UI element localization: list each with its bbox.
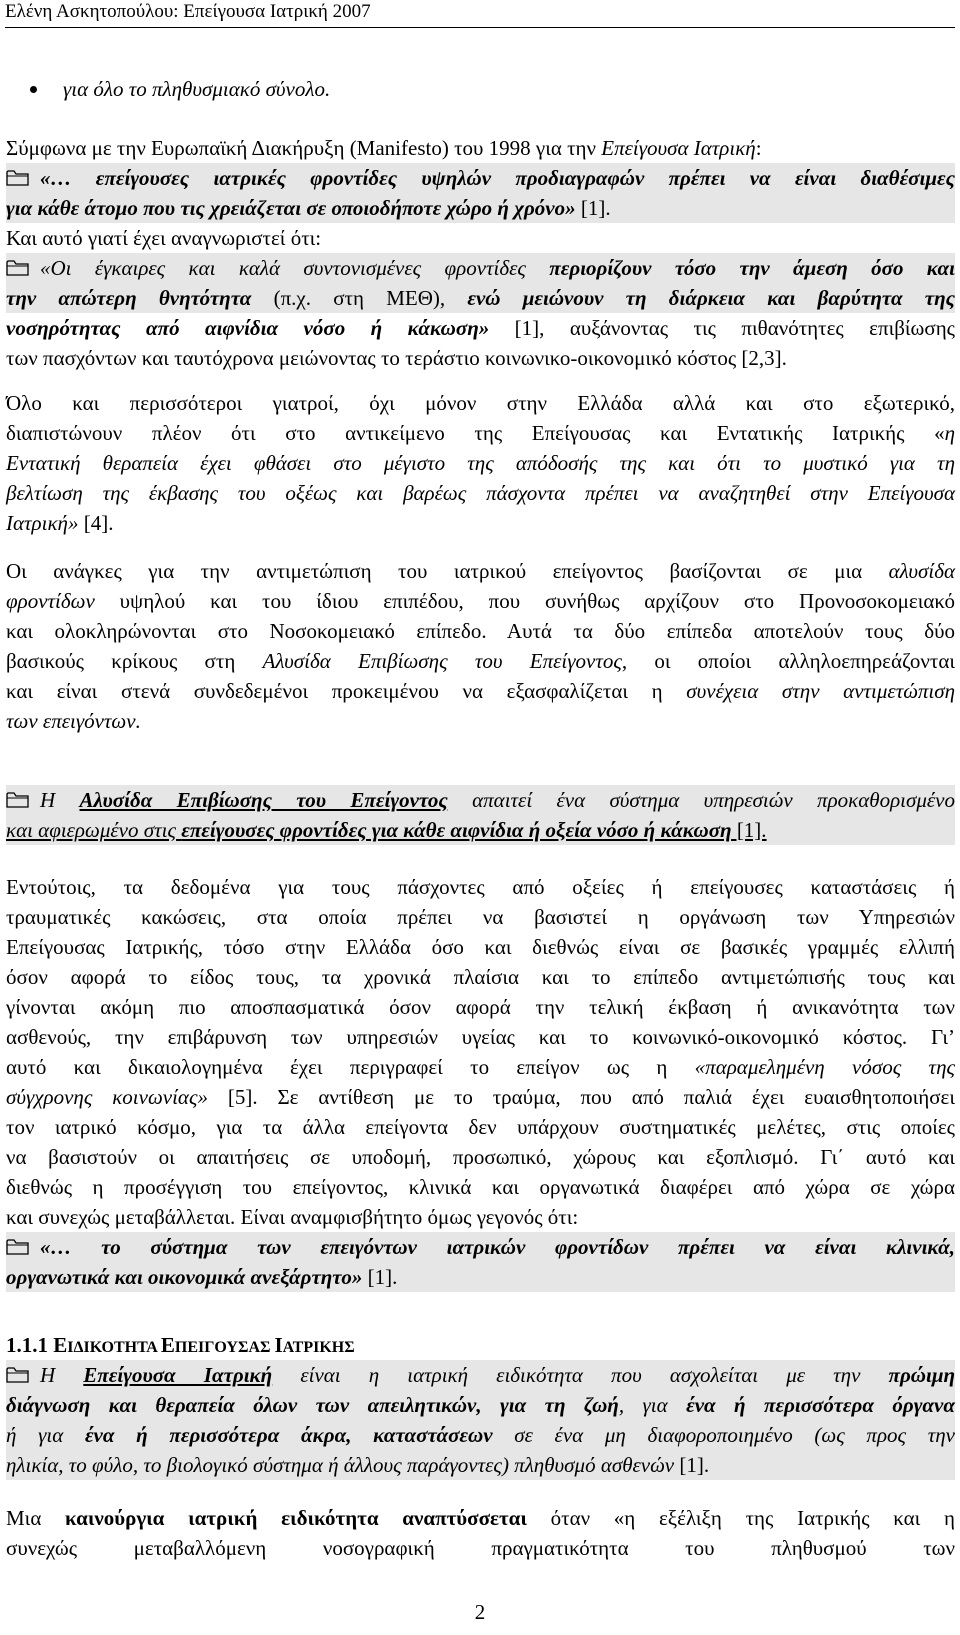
text-line: Επείγουσας Ιατρικής, τόσο στην Ελλάδα όσο και διεθνώς είναι σε βασικές γραμμές ελλιπή	[6, 935, 955, 959]
text-line: βασικούς κρίκους στη Αλυσίδα Επιβίωσης του Επείγοντος, οι οποίοι αλληλοεπηρεάζονται	[6, 649, 956, 673]
text-line: βελτίωση της έκβασης του οξέως και βαρέως πάσχοντα πρέπει να αναζητηθεί στην Επείγουσα	[6, 481, 955, 505]
definition-box	[6, 1360, 955, 1480]
text-line: Εντούτοις, τα δεδομένα για τους πάσχοντες από οξείες ή επείγουσες καταστάσεις ή	[6, 875, 955, 899]
quote-line: «Οι έγκαιρες και καλά συντονισμένες φροντίδες περιορίζουν τόσο την άμεση όσο και	[6, 253, 955, 283]
text-line: συνεχώς μεταβαλλόμενη νοσογραφική πραγματικότητα του πληθυσμού των	[6, 1536, 955, 1560]
quote-line: ηλικία, το φύλο, το βιολογικό σύστημα ή άλλους παράγοντες) πληθυσμό ασθενών [1].	[6, 1450, 955, 1480]
quote-line: Η Αλυσίδα Επιβίωσης του Επείγοντος απαιτεί ένα σύστημα υπηρεσιών προκαθορισμένο	[6, 785, 955, 815]
text-line: Όλο και περισσότεροι γιατροί, όχι μόνον στην Ελλάδα αλλά και στο εξωτερικό,	[6, 391, 955, 415]
text-line: σύγχρονης κοινωνίας» [5]. Σε αντίθεση με το τραύμα, που από παλιά έχει ευαισθητοποιήσει	[6, 1085, 955, 1109]
text-line: όσον αφορά το είδος τους, τα χρονικά πλαίσια και το επίπεδο αντιμετώπισής τους και	[6, 965, 955, 989]
page-number: 2	[474, 1600, 486, 1624]
text-line: των επειγόντων.	[6, 709, 141, 733]
quote-line: ή για ένα ή περισσότερα άκρα, καταστάσεων σε ένα μη διαφοροποιημένο (ως προς την	[6, 1420, 955, 1450]
text-line: των πασχόντων και ταυτόχρονα μειώνοντας το τεράστιο κοινωνικο-οικονομικό κόστος [2,3].	[6, 346, 787, 370]
paragraph-5	[6, 1503, 955, 1563]
quote-line: «… το σύστημα των επειγόντων ιατρικών φροντίδων πρέπει να είναι κλινικά,	[6, 1232, 955, 1262]
text-line: Μια καινούργια ιατρική ειδικότητα αναπτύσσεται όταν «η εξέλιξη της Ιατρικής και η	[6, 1506, 955, 1530]
text-line: τραυματικές κακώσεις, στα οποία πρέπει να βασιστεί η οργάνωση των Υπηρεσιών	[6, 905, 955, 929]
text-line: Ιατρική» [4].	[6, 511, 114, 535]
text-line: να βασιστούν οι απαιτήσεις σε υποδομή, προσωπικό, χώρους και εξοπλισμό. Γι΄ αυτό και	[6, 1145, 955, 1169]
text-line: Και αυτό γιατί έχει αναγνωριστεί ότι:	[6, 226, 322, 250]
quote-line: και αφιερωμένο στις επείγουσες φροντίδες για κάθε αιφνίδια ή οξεία νόσο ή κάκωση [1].	[6, 815, 955, 845]
text-line: διεθνώς η προσέγγιση του επείγοντος, κλινικά και οργανωτικά διαφέρει από χώρα σε χώρα	[6, 1175, 955, 1199]
folder-icon	[6, 791, 30, 809]
text-line: φροντίδων υψηλού και του ίδιου επιπέδου, που συνήθως αρχίζουν στο Προνοσοκομειακό	[6, 589, 955, 613]
quote-line: διάγνωση και θεραπεία όλων των απειλητικών, για τη ζωή, για ένα ή περισσότερα όργανα	[6, 1390, 955, 1420]
text-line: νοσηρότητας από αιφνίδια νόσο ή κάκωση» [1], αυξάνοντας τις πιθανότητες επιβίωσης	[6, 316, 955, 340]
paragraph-3	[6, 556, 955, 736]
highlight-box-2	[6, 1232, 955, 1292]
text-line: και είναι στενά συνδεδεμένοι προκειμένου να εξασφαλίζεται η συνέχεια στην αντιμετώπιση	[6, 679, 955, 703]
quote-line: «… επείγουσες ιατρικές φροντίδες υψηλών προδιαγραφών πρέπει να είναι διαθέσιμες	[6, 163, 955, 193]
quote-line: Η Επείγουσα Ιατρική είναι η ιατρική ειδικότητα που ασχολείται με την πρώιμη	[6, 1360, 955, 1390]
section-heading: 1.1.1 ΕΙΔΙΚΟΤΗΤΑ ΕΠΕΙΓΟΥΣΑΣ ΙΑΤΡΙΚΗΣ	[6, 1333, 355, 1357]
folder-icon	[6, 1366, 30, 1384]
text-line: και συνεχώς μεταβάλλεται. Είναι αναμφισβήτητο όμως γεγονός ότι:	[6, 1205, 579, 1229]
highlight-box-1	[6, 785, 955, 845]
folder-icon	[6, 169, 30, 187]
text-line: τον ιατρικό κόσμο, για τα άλλα επείγοντα δεν υπάρχουν συστηματικές μελέτες, στις οποίες	[6, 1115, 955, 1139]
paragraph-4	[6, 872, 955, 1232]
text-line: γίνονται ακόμη πιο αποσπασματικά όσον αφορά την τελική έκβαση ή ανικανότητα των	[6, 995, 955, 1019]
bullet-icon	[30, 86, 37, 93]
text-line: ασθενούς, την επιβάρυνση των υπηρεσιών υγείας και το κοινωνικό-οικονομικό κόστος. Γι’	[6, 1025, 955, 1049]
quote-line: την απώτερη θνητότητα (π.χ. στη ΜΕΘ), ενώ μειώνουν τη διάρκεια και βαρύτητα της	[6, 283, 955, 313]
paragraph-2	[6, 388, 955, 538]
manifesto-paragraph	[6, 133, 955, 373]
folder-icon	[6, 1238, 30, 1256]
text-line: Σύμφωνα με την Ευρωπαϊκή Διακήρυξη (Manifesto) του 1998 για την Επείγουσα Ιατρική:	[6, 136, 762, 160]
text-line: και ολοκληρώνονται στο Νοσοκομειακό επίπεδο. Αυτά τα δύο επίπεδα αποτελούν τους δύο	[6, 619, 955, 643]
bullet-item: για όλο το πληθυσμιακό σύνολο.	[30, 74, 330, 104]
folder-icon	[6, 259, 30, 277]
text-line: διαπιστώνουν πλέον ότι στο αντικείμενο της Επείγουσας και Εντατικής Ιατρικής «η	[6, 421, 955, 445]
page-header: Ελένη Ασκητοπούλου: Επείγουσα Ιατρική 2007	[5, 0, 955, 28]
text-line: Οι ανάγκες για την αντιμετώπιση του ιατρικού επείγοντος βασίζονται σε μια αλυσίδα	[6, 559, 955, 583]
text-line: αυτό και δικαιολογημένα έχει περιγραφεί το επείγον ως η «παραμελημένη νόσος της	[6, 1055, 956, 1079]
quote-line: για κάθε άτομο που τις χρειάζεται σε οποιοδήποτε χώρο ή χρόνο» [1].	[6, 193, 955, 223]
quote-line: οργανωτικά και οικονομικά ανεξάρτητο» [1].	[6, 1262, 955, 1292]
text-line: Εντατική θεραπεία έχει φθάσει στο μέγιστο της απόδοσής της και ότι το μυστικό για τη	[6, 451, 955, 475]
